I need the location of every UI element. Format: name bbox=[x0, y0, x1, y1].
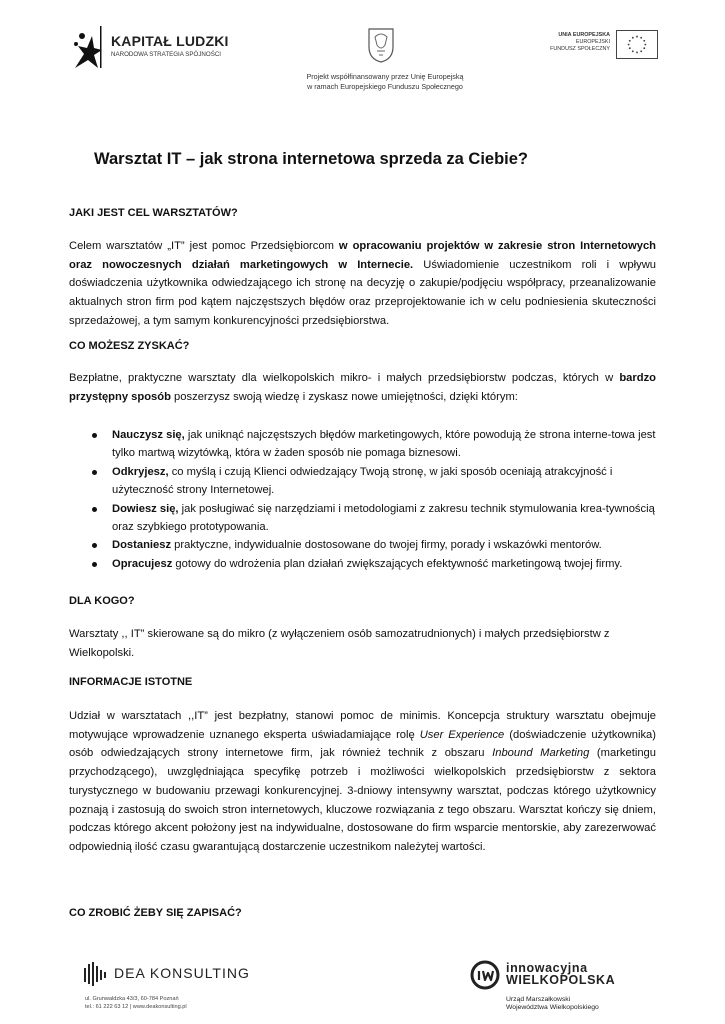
kapital-ludzki-subtitle: NARODOWA STRATEGIA SPÓJNOŚCI bbox=[111, 51, 222, 58]
iw-emblem-icon bbox=[470, 960, 500, 990]
section-heading-info: INFORMACJE ISTOTNE bbox=[69, 676, 193, 688]
iw-title: innowacyjna WIELKOPOLSKA bbox=[506, 961, 616, 987]
section-paragraph-goal: Celem warsztatów „IT” jest pomoc Przedsiębiorcom w opracowaniu projektów w zakresie stron Internetowych oraz nowoczesnych działań marketingowych w Internecie. Uświadomienie uczestnikom roli i wpływu doświadczenia użytkownika odwiedzającego ich stronę na decyzję o zakupie/podjęciu współpracy, przeanalizowanie aktualnych stron firm pod kątem najczęstszych błędów oraz przeprojektowanie ich w celu podniesienia skuteczności sprzedażowej, a tym samym konkurencyjności przedsiębiorstwa. bbox=[69, 240, 656, 327]
bullet-icon bbox=[92, 507, 97, 512]
section-paragraph-info: Udział w warsztatach ,,IT” jest bezpłatny, stanowi pomoc de minimis. Koncepcja struktury warsztatu obejmuje motywujące wprowadzenie uznanego eksperta uświadamiające rolę User Experience (doświadczenie użytkownika) osób odwiedzających strony internetowe firm, jak również technik z obszaru Inbound Marketing (marketingu przychodzącego), uwzględniająca specyfikę potrzeb i możliwości wielkopolskich przedsiębiorstw z sektora turystycznego w budowaniu przewagi konkurencyjnej. 3-dniowy intensywny warsztat, podczas którego użytkownicy poznają i zastosują do swoich stron internetowych, kluczowe rozwiązania z tego obszaru. Warsztat kończy się dniem, podczas którego akcent położony jest na indywidualne, dostosowane do firm wsparcie mentorskie, aby zarezerwować odpowiednią ilość czasu gwarantującą dostarczenie uczestnikom należytej wartości. bbox=[69, 710, 656, 853]
eu-line-1: UNIA EUROPEJSKA bbox=[558, 32, 610, 38]
page-title: Warsztat IT – jak strona internetowa sprzeda za Ciebie? bbox=[94, 150, 529, 168]
cofinance-line-1: Projekt współfinansowany przez Unię Europejską bbox=[306, 72, 464, 81]
eu-fund-label bbox=[540, 32, 610, 53]
kapital-ludzki-logo bbox=[70, 24, 229, 72]
cofinance-line-2: w ramach Europejskiego Funduszu Społecznego bbox=[307, 82, 463, 91]
list-item: Dostaniesz praktyczne, indywidualnie dostosowane do twojej firmy, porady i wskazówki mentorów. bbox=[88, 536, 658, 554]
section-heading-signup: CO ZROBIĆ ŻEBY SIĘ ZAPISAĆ? bbox=[69, 907, 242, 919]
section-heading-goal: JAKI JEST CEL WARSZTATÓW? bbox=[69, 207, 238, 219]
star-emblem-icon bbox=[70, 24, 104, 70]
dea-konsulting-logo bbox=[84, 962, 264, 1012]
section-paragraph-audience: Warsztaty ,, IT” skierowane są do mikro (z wyłączeniem osób samozatrudnionych) i małych przedsiębiorstw z Wielkopolski. bbox=[69, 628, 610, 659]
eu-line-2: EUROPEJSKI bbox=[575, 39, 610, 45]
innowacyjna-wielkopolska-logo bbox=[470, 958, 640, 1018]
bullet-icon bbox=[92, 470, 97, 475]
kapital-ludzki-title: KAPITAŁ LUDZKI bbox=[111, 33, 229, 49]
list-item: Opracujesz gotowy do wdrożenia plan działań zwiększających efektywność marketingową twojej firmy. bbox=[88, 555, 658, 573]
coat-of-arms-icon bbox=[367, 27, 395, 63]
benefits-list bbox=[88, 426, 658, 573]
section-heading-audience: DLA KOGO? bbox=[69, 595, 135, 607]
iw-subtitle: Urząd Marszałkowski Województwa Wielkopolskiego bbox=[506, 996, 599, 1011]
list-item: Odkryjesz, co myślą i czują Klienci odwiedzający Twoją stronę, w jaki sposób oceniają atrakcyjność i użyteczność strony Internetowej. bbox=[88, 463, 658, 500]
dea-address: ul. Grunwaldzka 43/3, 60-784 Poznań tel.: 61 222 63 12 | www.deakonsulting.pl bbox=[85, 996, 187, 1010]
sound-bars-icon bbox=[84, 962, 110, 986]
eu-line-3: FUNDUSZ SPOŁECZNY bbox=[550, 46, 610, 52]
section-paragraph-benefits: Bezpłatne, praktyczne warsztaty dla wielkopolskich mikro- i małych przedsiębiorstw podczas, których w bardzo przystępny sposób poszerzysz swoją wiedzę i zyskasz nowe umiejętności, dzięki którym: bbox=[69, 372, 656, 403]
eu-flag-icon bbox=[616, 30, 658, 59]
bullet-icon bbox=[92, 562, 97, 567]
bullet-icon bbox=[92, 543, 97, 548]
bullet-icon bbox=[92, 433, 97, 438]
dea-name: DEA KONSULTING bbox=[114, 965, 250, 981]
section-heading-benefits: CO MOŻESZ ZYSKAĆ? bbox=[69, 340, 190, 352]
cofinance-note bbox=[250, 72, 520, 92]
list-item: Nauczysz się, jak uniknąć najczęstszych błędów marketingowych, które powodują że strona interne-towa jest tylko martwą wizytówką, która w żaden sposób nie pomaga biznesowi. bbox=[88, 426, 658, 463]
list-item: Dowiesz się, jak posługiwać się narzędziami i metodologiami z zakresu technik stymulowania krea-tywnością oraz szybkiego prototypowania. bbox=[88, 500, 658, 537]
